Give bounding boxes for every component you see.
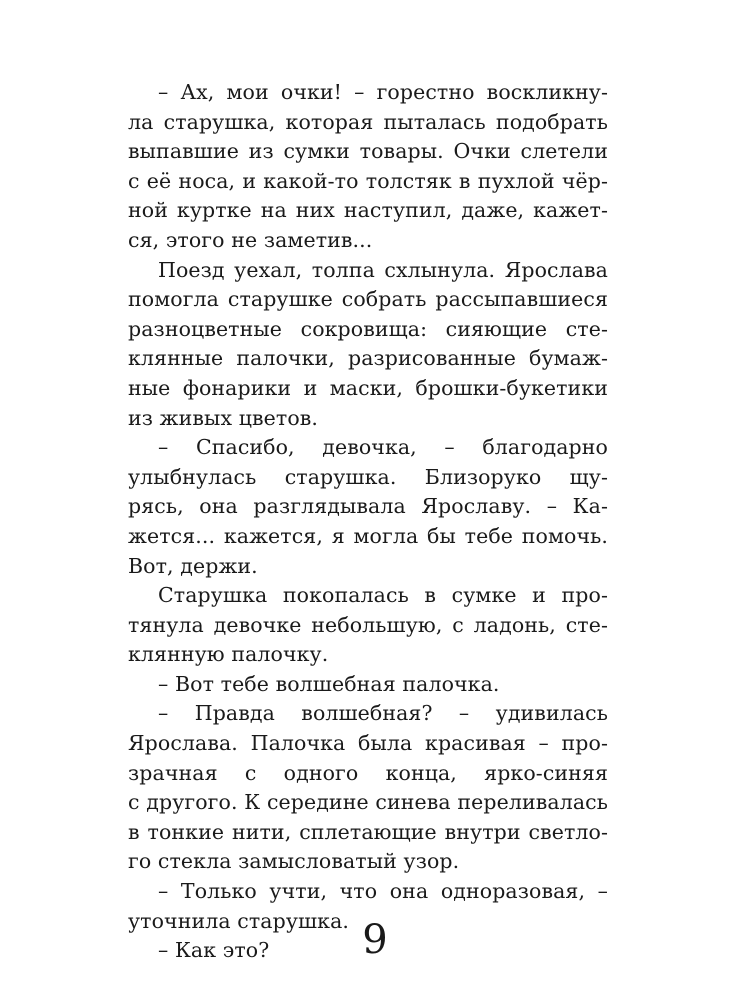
text-line: клянную палочку.: [128, 642, 329, 667]
text-line: Старушка покопалась в сумке и про-: [158, 583, 608, 608]
text-line: – Только учти, что она одноразовая, –: [158, 879, 608, 904]
text-line: с её носа, и какой-то толстяк в пухлой чёр-: [128, 168, 608, 193]
text-line: го стекла замысловатый узор.: [128, 849, 460, 874]
text-line: зрачная с одного конца, ярко-синяя: [128, 760, 608, 785]
paragraph: [128, 256, 608, 434]
text-line: ся, этого не заметив...: [128, 227, 373, 252]
text-line: ла старушка, которая пыталась подобрать: [128, 109, 608, 134]
text-line: из живых цветов.: [128, 405, 319, 430]
text-line: ные фонарики и маски, брошки-букетики: [128, 375, 608, 400]
text-line: выпавшие из сумки товары. Очки слетели: [128, 139, 608, 164]
text-line: Ярослава. Палочка была красивая – про-: [128, 731, 608, 756]
paragraph: [128, 699, 608, 877]
text-line: помогла старушке собрать рассыпавшиеся: [128, 287, 608, 312]
text-line: с другого. К середине синева переливалась: [128, 790, 608, 815]
page-number: 9: [362, 917, 388, 963]
text-line: Вот, держи.: [128, 553, 258, 578]
text-line: – Как это?: [158, 938, 270, 963]
text-line: – Ах, мои очки! – горестно воскликну-: [158, 80, 608, 104]
text-line: рясь, она разглядывала Ярославу. – Ка-: [128, 494, 608, 519]
text-line: – Правда волшебная? – удивилась: [158, 701, 608, 726]
paragraph: [128, 581, 608, 670]
text-line: – Вот тебе волшебная палочка.: [158, 671, 500, 696]
text-line: тянула девочке небольшую, с ладонь, сте-: [128, 612, 608, 637]
text-line: клянные палочки, разрисованные бумаж-: [128, 346, 608, 371]
text-line: разноцветные сокровища: сияющие сте-: [128, 316, 608, 341]
paragraph: [128, 78, 608, 256]
paragraph: [128, 433, 608, 581]
text-line: Поезд уехал, толпа схлынула. Ярослава: [158, 257, 608, 282]
text-line: улыбнулась старушка. Близоруко щу-: [128, 464, 608, 489]
text-line: ной куртке на них наступил, даже, кажет-: [128, 198, 608, 223]
text-line: в тонкие нити, сплетающие внутри светло-: [128, 819, 608, 844]
text-line: уточнила старушка.: [128, 908, 350, 933]
paragraph: [128, 670, 608, 700]
text-line: жется... кажется, я могла бы тебе помочь.: [128, 523, 608, 548]
text-line: – Спасибо, девочка, – благодарно: [158, 435, 608, 460]
body-text: [128, 78, 608, 966]
